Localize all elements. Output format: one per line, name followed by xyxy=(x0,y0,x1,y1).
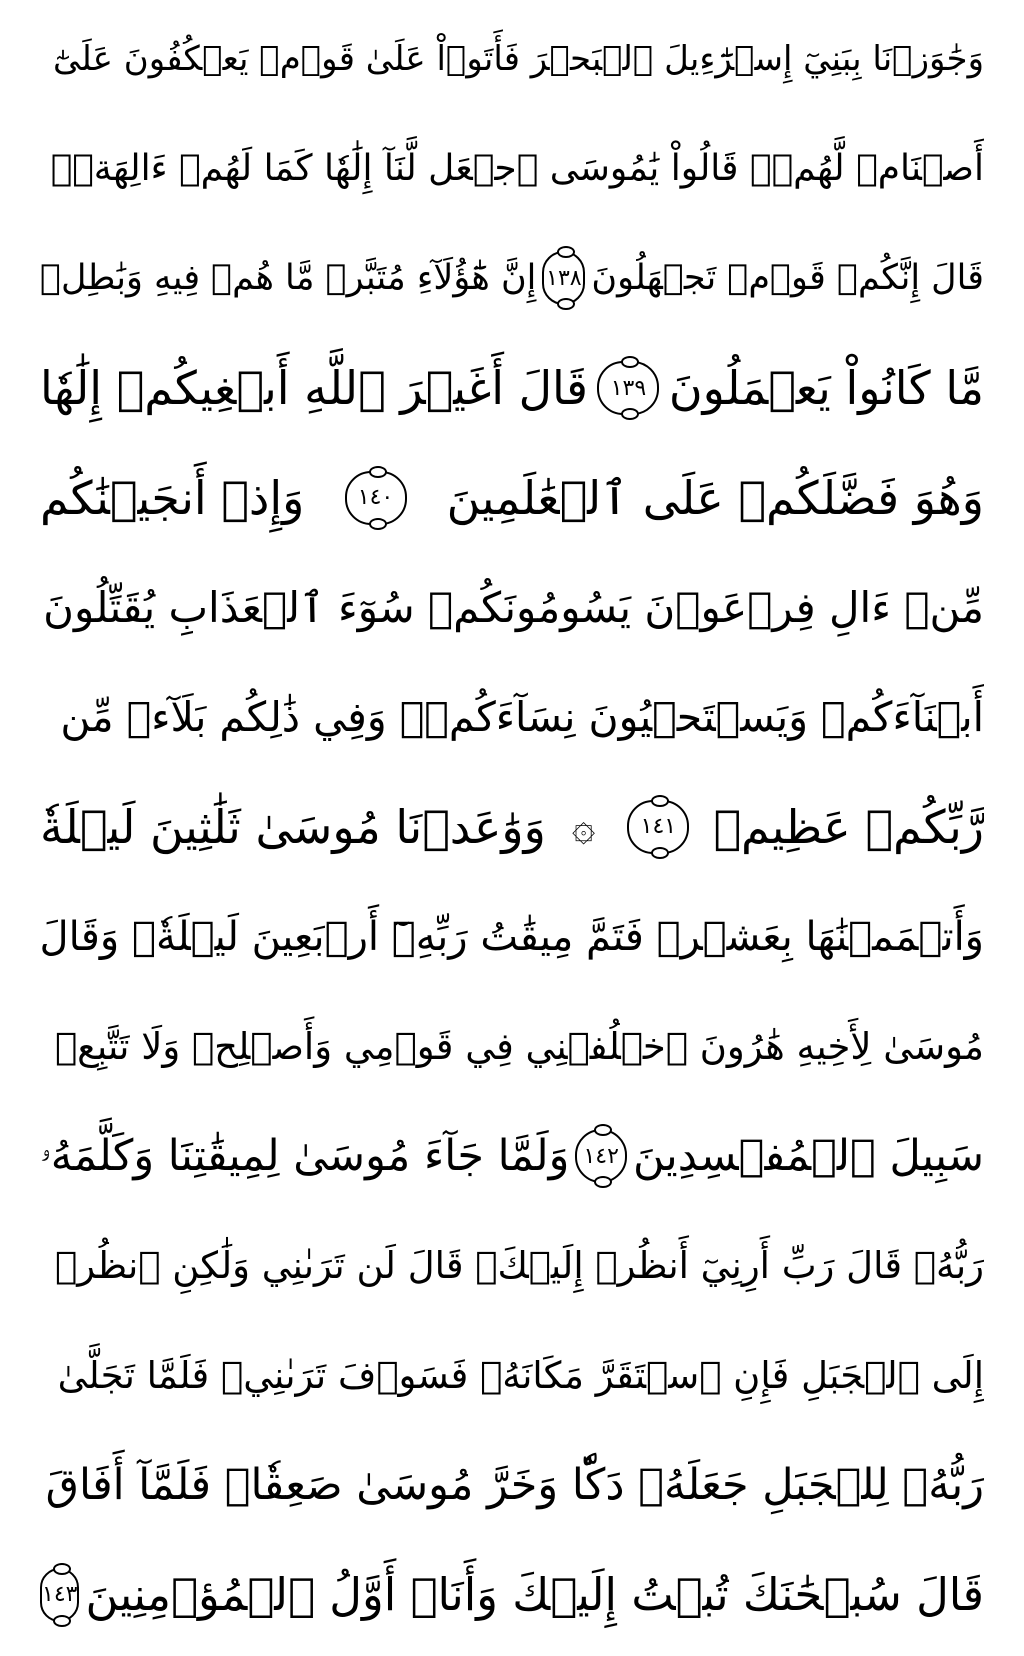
ayah-number-marker: ١٣٩ xyxy=(597,361,659,415)
verse-text: رَبُّهُۥ قَالَ رَبِّ أَرِنِيٓ أَنظُرۡ إِلَيۡكَۚ قَالَ لَن تَرَىٰنِي وَلَٰكِنِ ٱنظُرۡ xyxy=(54,1244,984,1288)
ayah-number-marker: ١٤١ xyxy=(627,800,689,854)
text-line xyxy=(40,122,984,216)
verse-text: وَأَتۡمَمۡنَٰهَا بِعَشۡرٖ فَتَمَّ مِيقَٰتُ رَبِّهِۦٓ أَرۡبَعِينَ لَيۡلَةٗۚ وَقَالَ xyxy=(40,913,984,960)
text-line xyxy=(40,1109,984,1203)
verse-text: وَإِذۡ أَنجَيۡنَٰكُم xyxy=(40,470,305,525)
verse-text: قَالَ إِنَّكُمۡ قَوۡمٞ تَجۡهَلُونَ xyxy=(591,258,984,299)
text-line xyxy=(40,561,984,655)
text-line xyxy=(40,780,984,874)
text-line xyxy=(40,890,984,984)
verse-text: رَبُّهُۥ لِلۡجَبَلِ جَعَلَهُۥ دَكّٗا وَخَرَّ مُوسَىٰ صَعِقٗاۚ فَلَمَّآ أَفَاقَ xyxy=(45,1460,984,1511)
text-line xyxy=(40,231,984,325)
text-line xyxy=(40,1328,984,1422)
text-line xyxy=(40,1219,984,1313)
ayah-number-marker: ١٤٣ xyxy=(40,1568,79,1622)
verse-text: قَالَ أَغَيۡرَ ٱللَّهِ أَبۡغِيكُمۡ إِلَٰهٗا xyxy=(40,361,589,416)
text-line xyxy=(40,1548,984,1642)
text-line xyxy=(40,341,984,435)
text-line xyxy=(40,12,984,106)
verse-text: رَّبِّكُمۡ عَظِيمٞ xyxy=(713,799,984,854)
ayah-number-marker: ١٤٠ xyxy=(345,471,407,525)
verse-text: مُوسَىٰ لِأَخِيهِ هَٰرُونَ ٱخۡلُفۡنِي فِي قَوۡمِي وَأَصۡلِحۡ وَلَا تَتَّبِعۡ xyxy=(54,1024,984,1068)
verse-text: أَصۡنَامٖ لَّهُمۡۚ قَالُواْ يَٰمُوسَى ٱجۡعَل لَّنَآ إِلَٰهٗا كَمَا لَهُمۡ ءَالِهَةٞۚ xyxy=(50,148,984,190)
hizb-marker-icon: ۞ xyxy=(571,803,596,850)
text-line xyxy=(40,670,984,764)
text-line xyxy=(40,451,984,545)
ayah-number-marker: ١٤٢ xyxy=(575,1129,627,1183)
verse-text: وَجَٰوَزۡنَا بِبَنِيٓ إِسۡرَٰٓءِيلَ ٱلۡبَحۡرَ فَأَتَوۡاْ عَلَىٰ قَوۡمٖ يَعۡكُفُونَ عَلَىٰٓ xyxy=(53,39,984,79)
verse-text: أَبۡنَآءَكُمۡ وَيَسۡتَحۡيُونَ نِسَآءَكُمۡۚ وَفِي ذَٰلِكُم بَلَآءٞ مِّن xyxy=(60,693,984,742)
verse-text: وَهُوَ فَضَّلَكُمۡ عَلَى ٱلۡعَٰلَمِينَ xyxy=(446,470,984,525)
verse-text: مِّنۡ ءَالِ فِرۡعَوۡنَ يَسُومُونَكُمۡ سُوٓءَ ٱلۡعَذَابِ يُقَتِّلُونَ xyxy=(43,583,984,633)
verse-text: قَالَ سُبۡحَٰنَكَ تُبۡتُ إِلَيۡكَ وَأَنَا۠ أَوَّلُ ٱلۡمُؤۡمِنِينَ xyxy=(85,1568,984,1622)
verse-text: وَوَٰعَدۡنَا مُوسَىٰ ثَلَٰثِينَ لَيۡلَةٗ xyxy=(40,799,546,854)
verse-text: سَبِيلَ ٱلۡمُفۡسِدِينَ xyxy=(633,1131,984,1182)
ayah-number-marker: ١٣٨ xyxy=(542,251,585,305)
verse-text: إِلَى ٱلۡجَبَلِ فَإِنِ ٱسۡتَقَرَّ مَكَانَهُۥ فَسَوۡفَ تَرَىٰنِيۚ فَلَمَّا تَجَلَّىٰ xyxy=(57,1353,984,1397)
text-line xyxy=(40,999,984,1093)
verse-text: مَّا كَانُواْ يَعۡمَلُونَ xyxy=(668,361,984,416)
verse-text: إِنَّ هَٰٓؤُلَآءِ مُتَبَّرٞ مَّا هُمۡ فِيهِ وَبَٰطِلٞ xyxy=(40,258,537,299)
text-line xyxy=(40,1438,984,1532)
verse-text: وَلَمَّا جَآءَ مُوسَىٰ لِمِيقَٰتِنَا وَكَلَّمَهُۥ xyxy=(40,1131,570,1182)
quran-page xyxy=(40,12,984,1642)
